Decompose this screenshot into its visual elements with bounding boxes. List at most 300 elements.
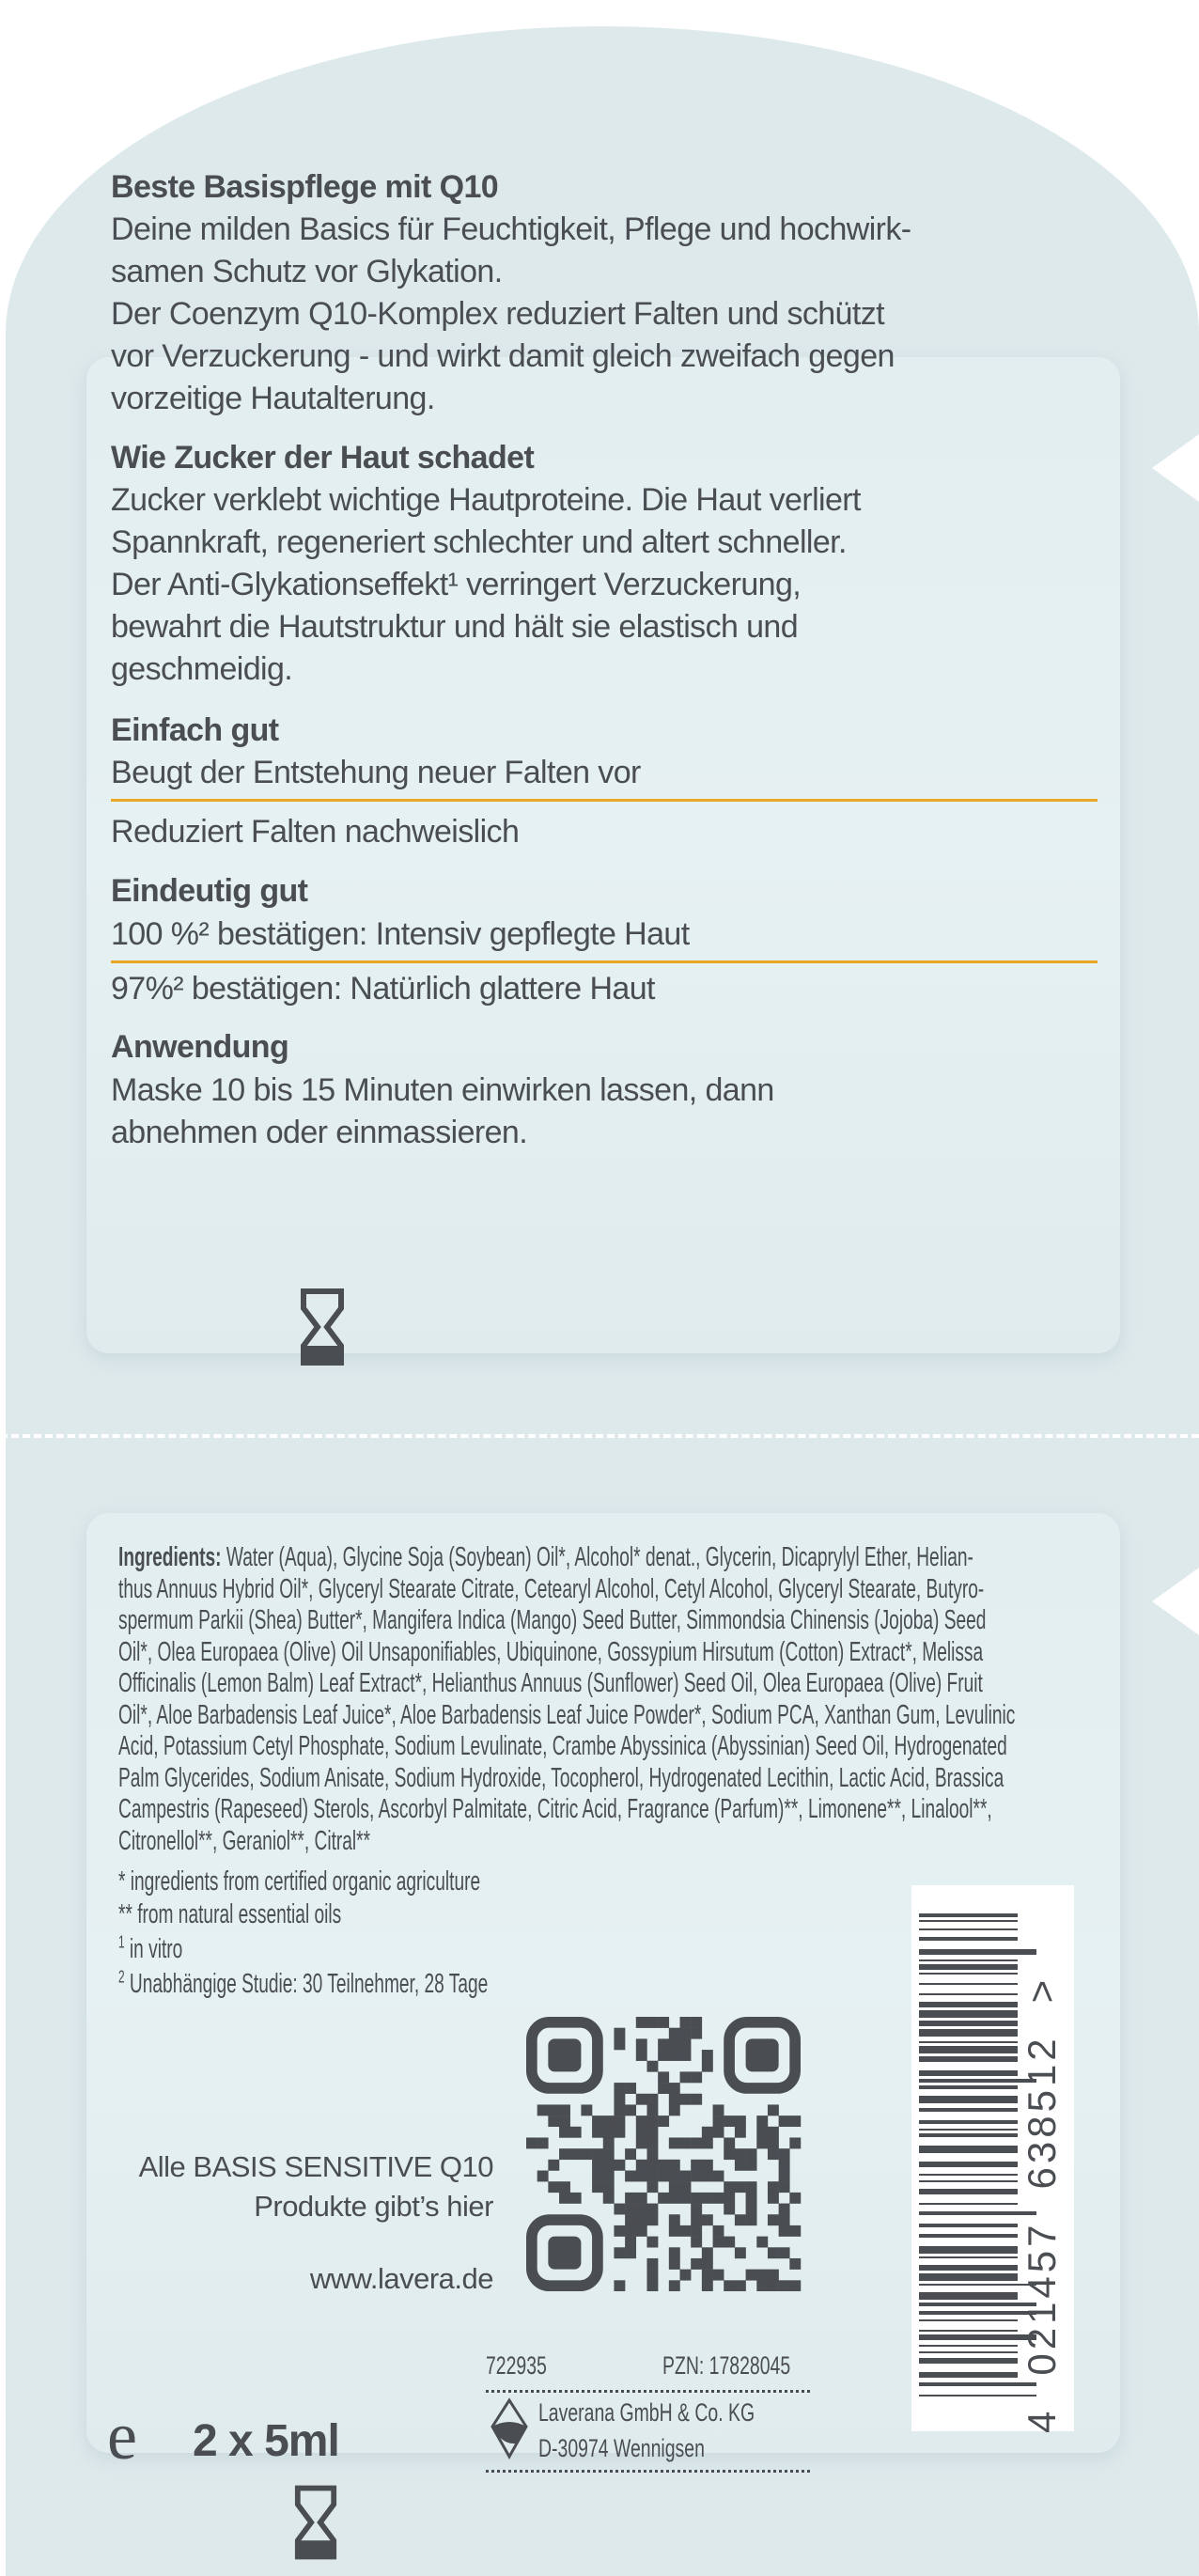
barcode-bar <box>919 2358 1018 2364</box>
qr-module <box>713 2127 724 2138</box>
barcode-bar <box>919 2108 1018 2112</box>
qr-module <box>603 2181 615 2193</box>
qr-module <box>537 2137 549 2148</box>
qr-module <box>702 2127 713 2138</box>
qr-module <box>669 2160 680 2171</box>
claim-item: 97%² bestätigen: Natürlich glattere Haut <box>111 971 655 1007</box>
qr-module <box>789 2115 801 2127</box>
ingredients-line: Water (Aqua), Glycine Soja (Soybean) Oil*, Alcohol* denat., Glycerin, Dicaprylyl Ether, Helian- <box>221 1542 973 1572</box>
qr-module <box>636 2094 647 2105</box>
barcode-bar <box>919 1993 1018 1995</box>
qr-module <box>625 2083 636 2094</box>
usage-text: abnehmen oder einmassieren. <box>111 1115 528 1150</box>
qr-module <box>756 2237 768 2248</box>
qr-module <box>537 2104 549 2115</box>
qr-module <box>658 2050 669 2061</box>
promo-line: Alle BASIS SENSITIVE Q10 <box>138 2150 493 2183</box>
intro-text: vor Verzuckerung - und wirkt damit gleich zweifach gegen <box>111 338 895 374</box>
qr-module <box>669 2171 680 2182</box>
barcode-bar <box>919 1937 1018 1941</box>
divider <box>111 799 1098 802</box>
qr-module <box>669 2247 680 2258</box>
qr-module <box>779 2247 790 2258</box>
divider <box>486 2470 810 2473</box>
qr-module <box>702 2137 713 2148</box>
ean-barcode <box>911 1885 1074 2431</box>
qr-module <box>592 2115 603 2127</box>
qr-module <box>636 2050 647 2061</box>
qr-module <box>779 2171 790 2182</box>
qr-module <box>625 2171 636 2182</box>
barcode-bar <box>919 2096 1018 2103</box>
qr-module <box>691 2193 702 2204</box>
qr-module <box>702 2050 713 2061</box>
sugar-text: Der Anti-Glykationseffekt¹ verringert Verzuckerung, <box>111 567 802 602</box>
qr-module <box>713 2104 724 2115</box>
qr-module <box>691 2028 702 2039</box>
qr-module <box>702 2214 713 2225</box>
intro-text: vorzeitige Hautalterung. <box>111 381 435 416</box>
barcode-bar <box>919 1964 1018 1970</box>
qr-module <box>537 2171 549 2182</box>
qr-module <box>646 2017 658 2028</box>
benefit-item: Reduziert Falten nachweislich <box>111 814 520 850</box>
qr-module <box>625 2225 636 2237</box>
barcode-bar <box>919 1973 1018 1975</box>
ingredients-line: Palm Glycerides, Sodium Anisate, Sodium Hydroxide, Tocopherol, Hydrogenated Lecithin, Lactic Acid, Brassica <box>118 1762 1004 1793</box>
qr-module <box>592 2171 603 2182</box>
qr-module <box>768 2127 779 2138</box>
barcode-bars <box>919 1913 1022 2402</box>
ingredients-line: Oil*, Olea Europaea (Olive) Oil Unsaponifiables, Ubiquinone, Gossypium Hirsutum (Cotton) Extract*, Melissa <box>118 1636 984 1667</box>
qr-module <box>636 2017 647 2028</box>
qr-module <box>625 2214 636 2225</box>
qr-module <box>646 2160 658 2171</box>
barcode-bar <box>919 2021 1018 2026</box>
qr-module <box>680 2270 692 2281</box>
qr-module <box>669 2028 680 2039</box>
qr-module <box>735 2148 746 2160</box>
qr-module <box>614 2028 625 2039</box>
benefit-item: Beugt der Entstehung neuer Falten vor <box>111 755 641 790</box>
qr-module <box>592 2181 603 2193</box>
qr-module <box>646 2270 658 2281</box>
qr-module <box>636 2160 647 2171</box>
footnote-ref: $^2$ Unabhängige Studie: 30 Teilnehmer, 28 Tage <box>118 1967 489 1999</box>
qr-module <box>646 2214 658 2225</box>
qr-code[interactable] <box>522 2017 804 2291</box>
footnote: * ingredients from certified organic agriculture <box>118 1866 481 1897</box>
qr-module <box>680 2193 692 2204</box>
qr-module <box>768 2137 779 2148</box>
qr-module <box>702 2258 713 2270</box>
qr-module <box>658 2171 669 2182</box>
qr-module <box>756 2280 768 2291</box>
qr-module <box>702 2061 713 2072</box>
estimated-sign-icon: e <box>107 2398 137 2474</box>
barcode-bar <box>919 2203 1018 2205</box>
barcode-bar <box>919 2372 1018 2378</box>
barcode-bar <box>919 2146 1018 2153</box>
pzn-number: PZN: 17828045 <box>662 2351 791 2380</box>
qr-module <box>603 2171 615 2182</box>
qr-module <box>746 2160 757 2171</box>
barcode-bar <box>919 2002 1018 2007</box>
qr-module <box>680 2050 692 2061</box>
barcode-bar <box>919 2351 1018 2353</box>
qr-module <box>646 2137 658 2148</box>
usage-text: Maske 10 bis 15 Minuten einwirken lassen, dann <box>111 1072 774 1108</box>
qr-module <box>559 2115 570 2127</box>
qr-module <box>658 2193 669 2204</box>
qr-module <box>768 2270 779 2281</box>
qr-module <box>570 2127 582 2138</box>
qr-module <box>702 2247 713 2258</box>
intro-text: samen Schutz vor Glykation. <box>111 254 503 289</box>
qr-module <box>559 2148 570 2160</box>
qr-module <box>735 2181 746 2193</box>
qr-module <box>746 2214 757 2225</box>
qr-module <box>625 2148 636 2160</box>
qr-module <box>680 2038 692 2050</box>
qr-module <box>691 2017 702 2028</box>
qr-module <box>756 2115 768 2127</box>
ingredients-line: thus Annuus Hybrid Oil*, Glyceryl Stearate Citrate, Cetearyl Alcohol, Cetyl Alcohol, Glyceryl Stearate, Butyro- <box>118 1573 985 1604</box>
qr-finder-eye <box>548 2038 581 2071</box>
qr-module <box>559 2127 570 2138</box>
qr-module <box>702 2193 713 2204</box>
qr-module <box>768 2280 779 2291</box>
qr-module <box>779 2204 790 2215</box>
qr-module <box>680 2028 692 2039</box>
volume-label: 2 x 5ml <box>193 2416 339 2466</box>
maker-name: Laverana GmbH & Co. KG <box>538 2398 755 2427</box>
qr-module <box>768 2193 779 2204</box>
qr-module <box>768 2247 779 2258</box>
qr-module <box>636 2204 647 2215</box>
qr-module <box>625 2193 636 2204</box>
qr-module <box>603 2148 615 2160</box>
qr-module <box>603 2115 615 2127</box>
qr-module <box>768 2104 779 2115</box>
qr-module <box>559 2181 570 2193</box>
qr-module <box>592 2127 603 2138</box>
barcode-bar <box>919 2174 1018 2176</box>
ingredients-line: Officinalis (Lemon Balm) Leaf Extract*, Helianthus Annuus (Sunflower) Seed Oil, Olea Europaea (Olive) Fruit <box>118 1668 983 1698</box>
qr-module <box>768 2181 779 2193</box>
qr-module <box>614 2083 625 2094</box>
intro-text: Deine milden Basics für Feuchtigkeit, Pflege und hochwirk- <box>111 211 911 247</box>
qr-module <box>779 2280 790 2291</box>
ingredients-line: Acid, Potassium Cetyl Phosphate, Sodium Levulinate, Crambe Abyssinica (Abyssinian) Seed Oil, Hydrogenated <box>118 1731 1007 1761</box>
qr-module <box>756 2270 768 2281</box>
qr-module <box>669 2137 680 2148</box>
qr-module <box>625 2204 636 2215</box>
qr-module <box>614 2127 625 2138</box>
qr-module <box>669 2181 680 2193</box>
hourglass-icon <box>299 1288 346 1366</box>
qr-module <box>713 2270 724 2281</box>
barcode-bar <box>919 2041 1018 2043</box>
qr-module <box>603 2160 615 2171</box>
qr-module <box>592 2148 603 2160</box>
qr-module <box>724 2237 735 2248</box>
qr-module <box>713 2115 724 2127</box>
qr-module <box>735 2115 746 2127</box>
article-number: 722935 <box>486 2351 547 2380</box>
divider <box>111 960 1098 963</box>
qr-module <box>614 2280 625 2291</box>
qr-module <box>636 2038 647 2050</box>
clear-heading: Eindeutig gut <box>111 873 308 909</box>
barcode-bar <box>919 2319 1018 2321</box>
qr-module <box>646 2204 658 2215</box>
qr-module <box>526 2137 537 2148</box>
qr-module <box>789 2225 801 2237</box>
ingredients-line: Citronellol**, Geraniol**, Citral** <box>118 1825 371 1856</box>
barcode-bar <box>919 2273 1018 2281</box>
barcode-bar <box>919 2246 1018 2254</box>
qr-module <box>636 2214 647 2225</box>
sugar-text: bewahrt die Hautstruktur und hält sie elastisch und <box>111 609 799 645</box>
qr-module <box>669 2193 680 2204</box>
qr-module <box>768 2214 779 2225</box>
claim-item: 100 %² bestätigen: Intensiv gepflegte Haut <box>111 916 690 952</box>
sugar-text: geschmeidig. <box>111 651 293 687</box>
qr-module <box>789 2193 801 2204</box>
qr-module <box>779 2181 790 2193</box>
barcode-bar <box>919 2133 1018 2137</box>
qr-module <box>724 2193 735 2204</box>
barcode-bar <box>919 2265 1018 2271</box>
qr-module <box>614 2160 625 2171</box>
qr-module <box>779 2225 790 2237</box>
barcode-bar <box>919 1920 1018 1922</box>
barcode-bar <box>919 2345 1018 2347</box>
qr-module <box>581 2148 592 2160</box>
barcode-bar <box>919 1913 1018 1917</box>
barcode-digits: 4 021457 638512 > <box>1020 1975 1064 2433</box>
qr-module <box>779 2160 790 2171</box>
barcode-bar <box>919 2046 1018 2053</box>
qr-module <box>548 2115 559 2127</box>
qr-module <box>669 2258 680 2270</box>
qr-module <box>669 2050 680 2061</box>
qr-module <box>724 2115 735 2127</box>
ingredients-line: Campestris (Rapeseed) Sterols, Ascorbyl Palmitate, Citric Acid, Fragrance (Parfum)**, Limonene**, Linalool**, <box>118 1794 992 1824</box>
barcode-bar <box>919 2056 1018 2062</box>
laverana-logo-icon <box>489 2396 530 2462</box>
qr-module <box>658 2160 669 2171</box>
qr-module <box>713 2171 724 2182</box>
qr-module <box>636 2137 647 2148</box>
qr-module <box>646 2115 658 2127</box>
sugar-heading: Wie Zucker der Haut schadet <box>111 440 535 476</box>
qr-module <box>669 2083 680 2094</box>
qr-module <box>724 2137 735 2148</box>
qr-module <box>646 2280 658 2291</box>
qr-module <box>581 2104 592 2115</box>
qr-module <box>746 2193 757 2204</box>
footnote: ** from natural essential oils <box>118 1899 342 1929</box>
qr-module <box>646 2094 658 2105</box>
qr-module <box>735 2127 746 2138</box>
qr-module <box>614 2225 625 2237</box>
qr-module <box>548 2181 559 2193</box>
qr-module <box>713 2193 724 2204</box>
barcode-bar <box>919 2070 1018 2076</box>
qr-module <box>559 2104 570 2115</box>
qr-module <box>669 2225 680 2237</box>
qr-module <box>570 2148 582 2160</box>
qr-module <box>636 2115 647 2127</box>
tear-notch <box>1152 434 1199 502</box>
qr-module <box>691 2204 702 2215</box>
qr-module <box>680 2181 692 2193</box>
qr-module <box>702 2171 713 2182</box>
qr-module <box>658 2115 669 2127</box>
barcode-bar <box>919 1983 1018 1985</box>
qr-module <box>724 2181 735 2193</box>
qr-module <box>669 2280 680 2291</box>
barcode-bar <box>919 2162 1018 2167</box>
qr-module <box>646 2148 658 2160</box>
qr-module <box>724 2148 735 2160</box>
qr-module <box>658 2071 669 2083</box>
qr-module <box>636 2193 647 2204</box>
qr-finder-eye <box>548 2237 581 2270</box>
qr-module <box>789 2258 801 2270</box>
qr-module <box>746 2148 757 2160</box>
intro-heading: Beste Basispflege mit Q10 <box>111 169 499 205</box>
barcode-bar <box>919 2010 1018 2018</box>
qr-module <box>625 2104 636 2115</box>
qr-module <box>669 2094 680 2105</box>
qr-module <box>603 2193 615 2204</box>
qr-module <box>680 2071 692 2083</box>
barcode-bar <box>919 2129 1018 2131</box>
qr-module <box>658 2038 669 2050</box>
qr-module <box>614 2204 625 2215</box>
maker-address: D-30974 Wennigsen <box>538 2434 705 2462</box>
qr-module <box>789 2137 801 2148</box>
qr-module <box>691 2258 702 2270</box>
qr-module <box>680 2171 692 2182</box>
qr-module <box>691 2225 702 2237</box>
sugar-text: Zucker verklebt wichtige Hautproteine. Die Haut verliert <box>111 482 861 518</box>
qr-module <box>603 2137 615 2148</box>
qr-module <box>702 2160 713 2171</box>
qr-module <box>680 2017 692 2028</box>
qr-module <box>691 2071 702 2083</box>
qr-module <box>735 2280 746 2291</box>
promo-line: Produkte gibt’s hier <box>254 2190 493 2223</box>
qr-module <box>646 2104 658 2115</box>
barcode-bar <box>919 1959 1018 1961</box>
barcode-bar <box>919 2330 1018 2332</box>
qr-module <box>548 2104 559 2115</box>
qr-module <box>789 2280 801 2291</box>
qr-module <box>614 2115 625 2127</box>
divider <box>486 2390 810 2393</box>
qr-module <box>592 2160 603 2171</box>
qr-module <box>614 2094 625 2105</box>
qr-module <box>636 2171 647 2182</box>
qr-module <box>735 2160 746 2171</box>
qr-module <box>646 2171 658 2182</box>
qr-module <box>756 2127 768 2138</box>
qr-module <box>669 2038 680 2050</box>
ingredients-label: Ingredients: <box>118 1542 222 1572</box>
qr-module <box>636 2127 647 2138</box>
footnote-ref: $^1$ in vitro <box>118 1932 183 1964</box>
qr-module <box>702 2280 713 2291</box>
qr-module <box>746 2181 757 2193</box>
qr-module <box>691 2094 702 2105</box>
qr-module <box>646 2061 658 2072</box>
qr-module <box>669 2214 680 2225</box>
qr-module <box>724 2204 735 2215</box>
qr-module <box>713 2237 724 2248</box>
barcode-bar <box>919 2256 1018 2258</box>
qr-module <box>779 2115 790 2127</box>
qr-module <box>646 2181 658 2193</box>
qr-finder-eye <box>746 2038 779 2071</box>
qr-module <box>691 2160 702 2171</box>
qr-module <box>646 2258 658 2270</box>
qr-module <box>570 2193 582 2204</box>
qr-module <box>680 2225 692 2237</box>
qr-module <box>746 2204 757 2215</box>
qr-module <box>646 2127 658 2138</box>
qr-module <box>614 2104 625 2115</box>
qr-module <box>680 2094 692 2105</box>
qr-module <box>603 2127 615 2138</box>
qr-module <box>779 2148 790 2160</box>
website-link[interactable]: www.lavera.de <box>309 2262 493 2295</box>
qr-module <box>548 2160 559 2171</box>
qr-module <box>658 2083 669 2094</box>
intro-text: Der Coenzym Q10-Komplex reduziert Falten und schützt <box>111 296 884 332</box>
qr-module <box>625 2237 636 2248</box>
qr-module <box>625 2247 636 2258</box>
qr-module <box>691 2171 702 2182</box>
barcode-bar <box>919 1928 1018 1930</box>
qr-module <box>724 2280 735 2291</box>
qr-module <box>756 2137 768 2148</box>
qr-module <box>636 2225 647 2237</box>
qr-module <box>746 2270 757 2281</box>
qr-module <box>614 2247 625 2258</box>
ingredients-line: Oil*, Aloe Barbadensis Leaf Juice*, Aloe Barbadensis Leaf Juice Powder*, Sodium PCA, Xanthan Gum, Levulinic <box>118 1699 1016 1730</box>
qr-module <box>768 2148 779 2160</box>
usage-heading: Anwendung <box>111 1029 289 1065</box>
qr-module <box>614 2038 625 2050</box>
barcode-bar <box>919 2224 1018 2227</box>
perforation-line <box>0 1434 1199 1438</box>
barcode-bar <box>919 2292 1018 2300</box>
qr-module <box>680 2137 692 2148</box>
barcode-bar <box>919 2120 1018 2124</box>
barcode-bar <box>919 2180 1018 2182</box>
barcode-bar <box>919 2234 1018 2238</box>
ingredients-list <box>118 1542 1199 1857</box>
qr-module <box>646 2237 658 2248</box>
qr-module <box>559 2193 570 2204</box>
barcode-bar <box>919 2189 1018 2194</box>
qr-module <box>779 2214 790 2225</box>
barcode-bar <box>919 2029 1018 2037</box>
